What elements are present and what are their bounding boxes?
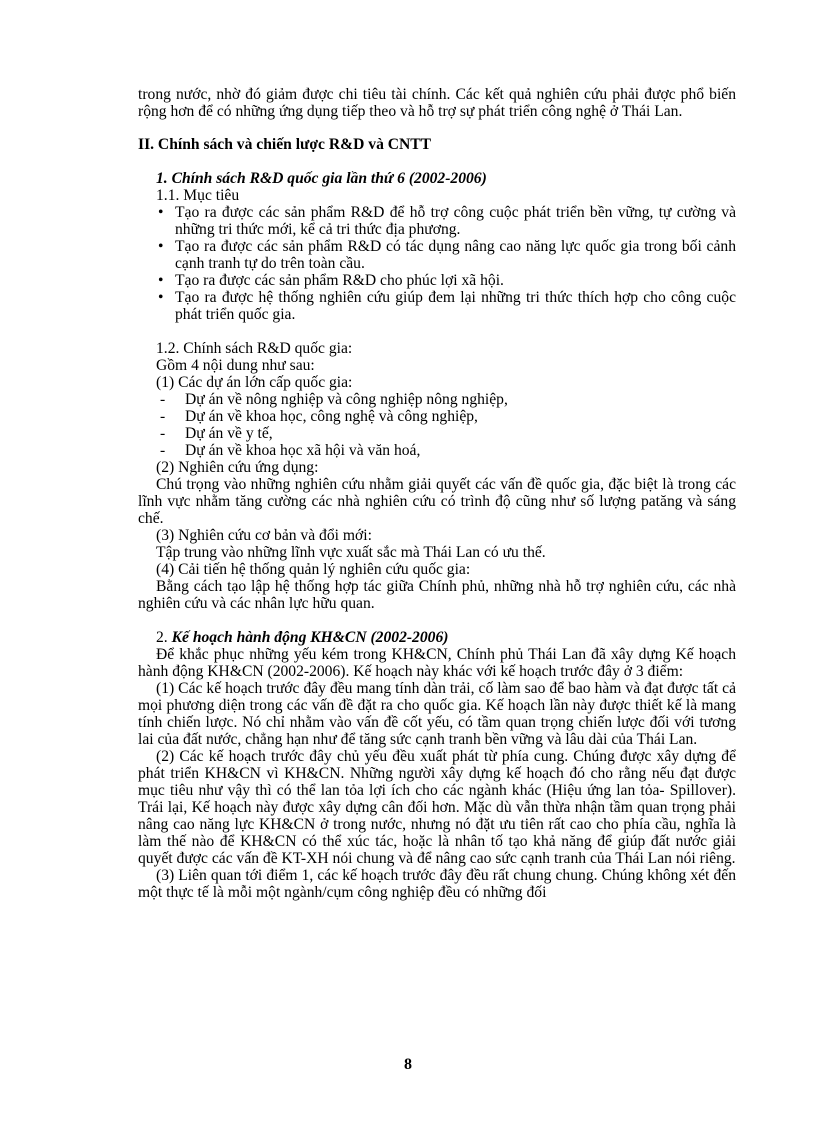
goal-list [138, 204, 736, 323]
goal-heading: 1.1. Mục tiêu [156, 187, 240, 204]
list-item: • Tạo ra được hệ thống nghiên cứu giúp đem lại những tri thức thích hợp cho công cuộc phát triển quốc gia. [158, 289, 736, 323]
project-list [138, 391, 736, 459]
document-page [138, 86, 736, 901]
dash-icon: - [160, 408, 166, 425]
dash-icon: - [160, 442, 166, 459]
policy-intro: Gồm 4 nội dung như sau: [156, 357, 315, 374]
subsection-2-heading [138, 629, 736, 646]
item-4-heading: (4) Cải tiến hệ thống quản lý nghiên cứu quốc gia: [156, 561, 471, 578]
list-item: - Dự án về y tế, [160, 425, 273, 442]
list-item: • Tạo ra được các sản phẩm R&D có tác dụng nâng cao năng lực quốc gia trong bối cảnh cạnh tranh tự do trên toàn cầu. [158, 238, 736, 272]
dash-icon: - [160, 425, 166, 442]
policy-heading: 1.2. Chính sách R&D quốc gia: [156, 340, 353, 357]
item-3-text: Tập trung vào những lĩnh vực xuất sắc mà Thái Lan có ưu thế. [156, 544, 546, 561]
bullet-icon: • [158, 289, 164, 306]
paragraph: Để khắc phục những yếu kém trong KH&CN, Chính phủ Thái Lan đã xây dựng Kế hoạch hành động KH&CN (2002-2006). Kế hoạch này khác với kế hoạch trước đây ở 3 điểm: [138, 646, 736, 680]
paragraph: (1) Các kế hoạch trước đây đều mang tính dàn trải, cố làm sao để bao hàm và đạt được tất cả mọi phương diện trong các vấn đề đặt ra cho quốc gia. Kế hoạch lần này được thiết kế là mang tính chiến lược. Nó chỉ nhằm vào vấn đề cốt yếu, có tầm quan trọng chiến lược đối với tương lai của đất nước, chẳng hạn như để tăng sức cạnh tranh bền vững và lâu dài của Thái Lan. [138, 680, 736, 748]
item-3-heading: (3) Nghiên cứu cơ bản và đổi mới: [156, 527, 372, 544]
item-1-heading: (1) Các dự án lớn cấp quốc gia: [156, 374, 353, 391]
section-heading: II. Chính sách và chiến lược R&D và CNTT [138, 136, 432, 153]
list-item: • Tạo ra được các sản phẩm R&D cho phúc lợi xã hội. [158, 272, 504, 289]
paragraph: (3) Liên quan tới điểm 1, các kế hoạch trước đây đều rất chung chung. Chúng không xét đến một thực tế là mỗi một ngành/cụm công nghiệp đều có những đối [138, 867, 736, 901]
subsection-1-heading: 1. Chính sách R&D quốc gia lần thứ 6 (2002-2006) [156, 170, 487, 187]
item-2-heading: (2) Nghiên cứu ứng dụng: [156, 459, 319, 476]
subsection-2-number: 2. [156, 629, 168, 646]
list-item: - Dự án về khoa học xã hội và văn hoá, [160, 442, 421, 459]
subsection-2-title: Kế hoạch hành động KH&CN (2002-2006) [171, 629, 449, 646]
list-item: • Tạo ra được các sản phẩm R&D để hỗ trợ công cuộc phát triển bền vững, tự cường và những tri thức mới, kể cả tri thức địa phương. [158, 204, 736, 238]
dash-icon: - [160, 391, 166, 408]
intro-paragraph: trong nước, nhờ đó giảm được chi tiêu tài chính. Các kết quả nghiên cứu phải được phổ biến rộng hơn để có những ứng dụng tiếp theo và hỗ trợ sự phát triển công nghệ ở Thái Lan. [138, 86, 736, 120]
page-number: 8 [404, 1056, 412, 1073]
item-2-text: Chú trọng vào những nghiên cứu nhằm giải quyết các vấn đề quốc gia, đặc biệt là trong các lĩnh vực nhằm tăng cường các nhà nghiên cứu có trình độ cũng như số lượng patăng và sáng chế. [138, 476, 736, 527]
bullet-icon: • [158, 272, 164, 289]
list-item: - Dự án về khoa học, công nghệ và công nghiệp, [160, 408, 478, 425]
item-4-text: Bằng cách tạo lập hệ thống hợp tác giữa Chính phủ, những nhà hỗ trợ nghiên cứu, các nhà nghiên cứu và các nhân lực hữu quan. [138, 578, 736, 612]
bullet-icon: • [158, 204, 164, 221]
bullet-icon: • [158, 238, 164, 255]
paragraph: (2) Các kế hoạch trước đây chủ yếu đều xuất phát từ phía cung. Chúng được xây dựng để phát triển KH&CN vì KH&CN. Những người xây dựng kế hoạch đó cho rằng nếu đạt được mục tiêu như vậy thì có thể lan tỏa lợi ích cho các ngành khác (Hiệu ứng lan tỏa- Spillover). Trái lại, Kế hoạch này được xây dựng cân đối hơn. Mặc dù vẫn thừa nhận tầm quan trọng phải nâng cao năng lực KH&CN ở trong nước, nhưng nó đặt ưu tiên rất cao cho phía cầu, nghĩa là làm thế nào để KH&CN có thể xúc tác, hoặc là nhân tố tạo khả năng để giúp đất nước giải quyết được các vấn đề KT-XH nói chung và để nâng cao sức cạnh tranh của Thái Lan nói riêng. [138, 748, 736, 867]
list-item: - Dự án về nông nghiệp và công nghiệp nông nghiệp, [160, 391, 508, 408]
